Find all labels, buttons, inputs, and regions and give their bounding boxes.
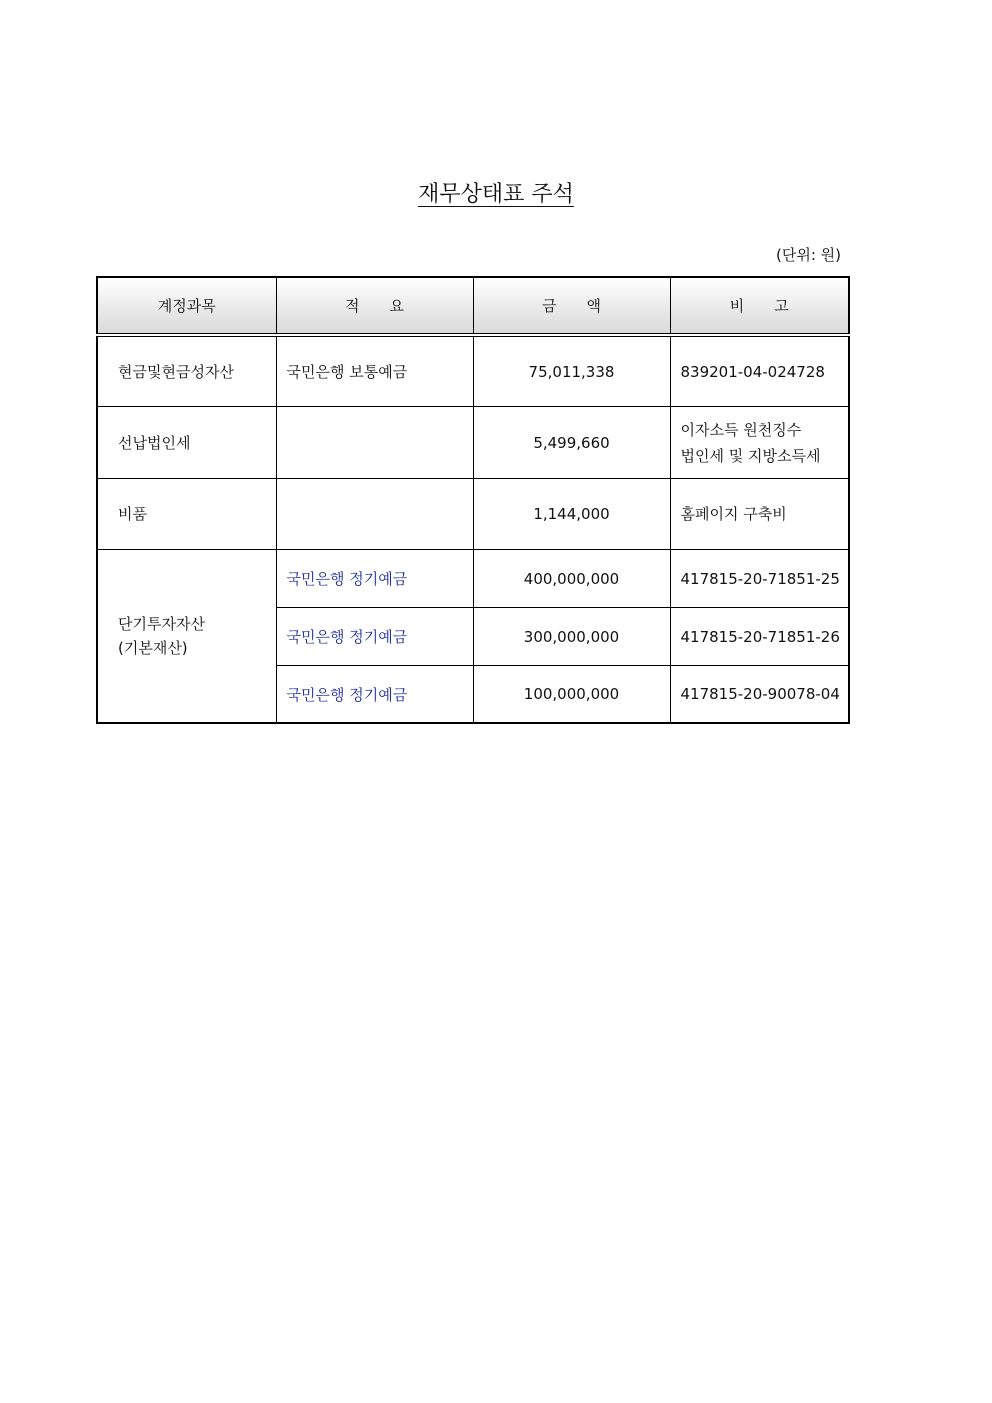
unit-note: (단위: 원) <box>776 246 841 264</box>
financial-notes-table <box>96 276 850 724</box>
note-line: 이자소득 원천징수 <box>680 420 802 439</box>
description-cell <box>276 407 473 479</box>
note-line: 839201-04-024728 <box>680 362 825 381</box>
description-cell: 국민은행 정기예금 <box>276 608 473 666</box>
description-cell: 국민은행 보통예금 <box>276 335 473 407</box>
header-note: 비 고 <box>670 277 849 335</box>
header-account: 계정과목 <box>97 277 276 335</box>
header-amount: 금 액 <box>473 277 670 335</box>
table-row <box>97 479 849 550</box>
table-header-row <box>97 277 849 335</box>
note-cell: 417815-20-90078-04 <box>670 666 849 724</box>
amount-cell: 1,144,000 <box>473 479 670 550</box>
page-title-text: 재무상태표 주석 <box>418 182 574 207</box>
note-line: 법인세 및 지방소득세 <box>680 446 821 465</box>
note-cell <box>670 479 849 550</box>
amount-cell: 400,000,000 <box>473 550 670 608</box>
account-cell: 현금및현금성자산 <box>97 335 276 407</box>
description-cell: 국민은행 정기예금 <box>276 550 473 608</box>
description-cell: 국민은행 정기예금 <box>276 666 473 724</box>
table-row <box>97 407 849 479</box>
description-cell <box>276 479 473 550</box>
note-cell: 417815-20-71851-25 <box>670 550 849 608</box>
note-cell <box>670 335 849 407</box>
account-cell: 선납법인세 <box>97 407 276 479</box>
amount-cell: 75,011,338 <box>473 335 670 407</box>
group-account-cell <box>97 550 276 724</box>
note-cell <box>670 407 849 479</box>
amount-cell: 100,000,000 <box>473 666 670 724</box>
amount-cell: 300,000,000 <box>473 608 670 666</box>
note-cell: 417815-20-71851-26 <box>670 608 849 666</box>
amount-cell: 5,499,660 <box>473 407 670 479</box>
page-title <box>0 180 992 210</box>
table-row <box>97 550 849 608</box>
table-row <box>97 335 849 407</box>
group-account-line: (기본재산) <box>118 639 188 657</box>
header-description: 적 요 <box>276 277 473 335</box>
account-cell: 비품 <box>97 479 276 550</box>
group-account-line: 단기투자자산 <box>118 615 205 633</box>
note-line: 홈페이지 구축비 <box>680 505 787 523</box>
